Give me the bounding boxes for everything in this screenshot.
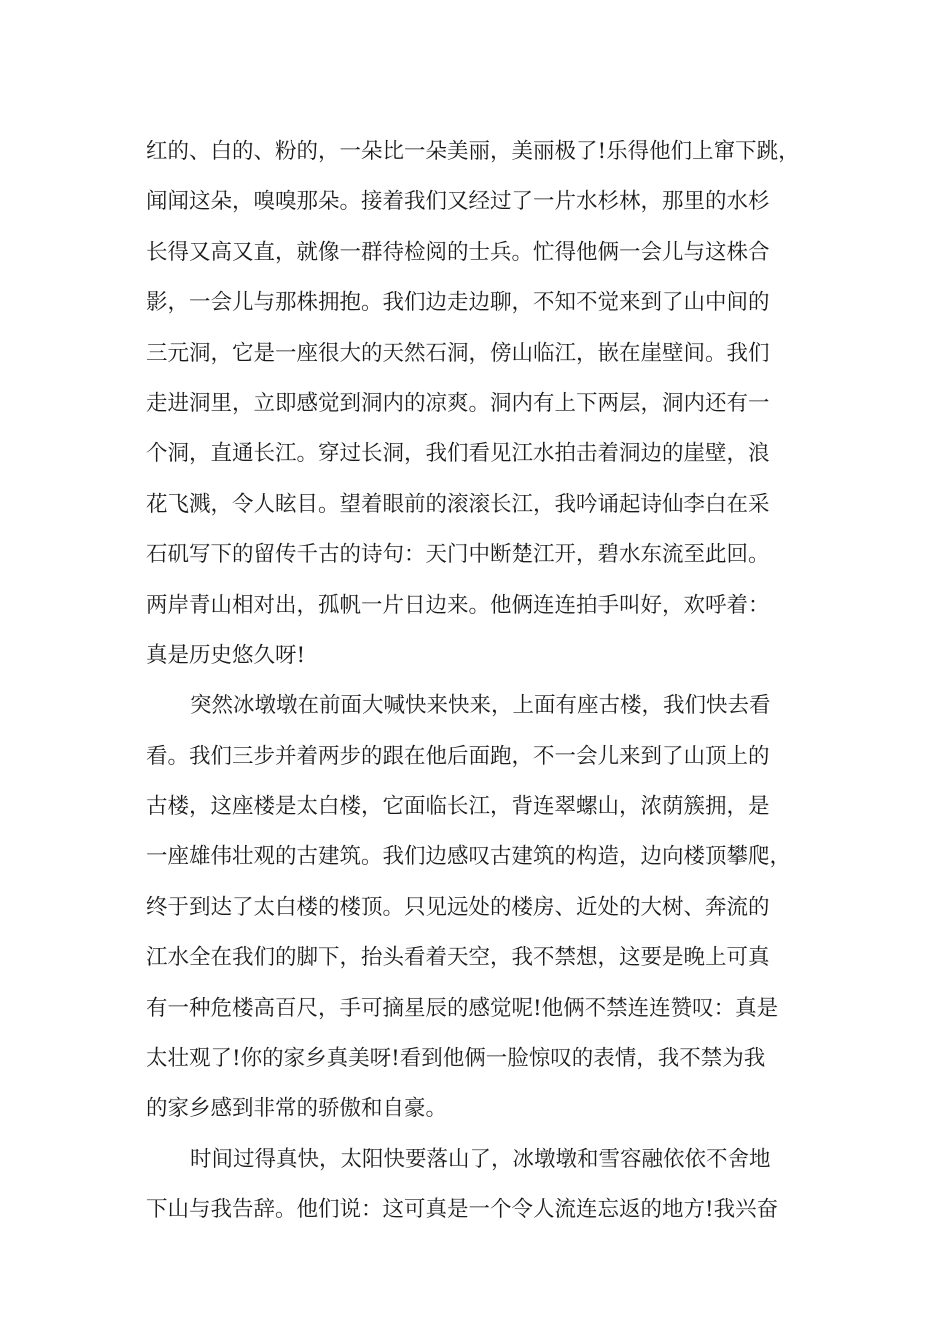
text-line: 个洞，直通长江。穿过长洞，我们看见江水拍击着洞边的崖壁，浪 — [146, 441, 770, 467]
text-line: 闻闻这朵，嗅嗅那朵。接着我们又经过了一片水杉林，那里的水杉 — [146, 189, 770, 215]
text-line: 一座雄伟壮观的古建筑。我们边感叹古建筑的构造，边向楼顶攀爬， — [146, 844, 792, 870]
text-line: 影，一会儿与那株拥抱。我们边走边聊，不知不觉来到了山中间的 — [146, 290, 770, 316]
text-line: 太壮观了!你的家乡真美呀!看到他俩一脸惊叹的表情，我不禁为我 — [146, 1046, 766, 1072]
text-line: 有一种危楼高百尺，手可摘星辰的感觉呢!他俩不禁连连赞叹：真是 — [146, 995, 779, 1021]
text-line: 真是历史悠久呀! — [146, 642, 306, 668]
text-line: 三元洞，它是一座很大的天然石洞，傍山临江，嵌在崖壁间。我们 — [146, 340, 770, 366]
paragraph-start-line: 突然冰墩墩在前面大喊快来快来，上面有座古楼，我们快去看 — [190, 693, 771, 719]
text-line: 下山与我告辞。他们说：这可真是一个令人流连忘返的地方!我兴奋 — [146, 1197, 779, 1223]
text-line: 两岸青山相对出，孤帆一片日边来。他俩连连拍手叫好，欢呼着： — [146, 592, 770, 618]
text-line: 看。我们三步并着两步的跟在他后面跑，不一会儿来到了山顶上的 — [146, 743, 770, 769]
text-line: 长得又高又直，就像一群待检阅的士兵。忙得他俩一会儿与这株合 — [146, 239, 770, 265]
paragraph-start-line: 时间过得真快，太阳快要落山了，冰墩墩和雪容融依依不舍地 — [190, 1146, 771, 1172]
essay-body — [146, 127, 836, 1236]
text-line: 古楼，这座楼是太白楼，它面临长江，背连翠螺山，浓荫簇拥，是 — [146, 794, 770, 820]
text-line: 石矶写下的留传千古的诗句：天门中断楚江开，碧水东流至此回。 — [146, 542, 770, 568]
text-line: 花飞溅，令人眩目。望着眼前的滚滚长江，我吟诵起诗仙李白在采 — [146, 491, 770, 517]
text-line: 红的、白的、粉的，一朵比一朵美丽，美丽极了!乐得他们上窜下跳， — [146, 139, 800, 164]
text-line: 走进洞里，立即感觉到洞内的凉爽。洞内有上下两层，洞内还有一 — [146, 390, 770, 416]
text-line: 的家乡感到非常的骄傲和自豪。 — [146, 1096, 448, 1122]
text-line: 终于到达了太白楼的楼顶。只见远处的楼房、近处的大树、奔流的 — [146, 894, 770, 920]
text-line: 江水全在我们的脚下，抬头看着天空，我不禁想，这要是晚上可真 — [146, 945, 770, 971]
